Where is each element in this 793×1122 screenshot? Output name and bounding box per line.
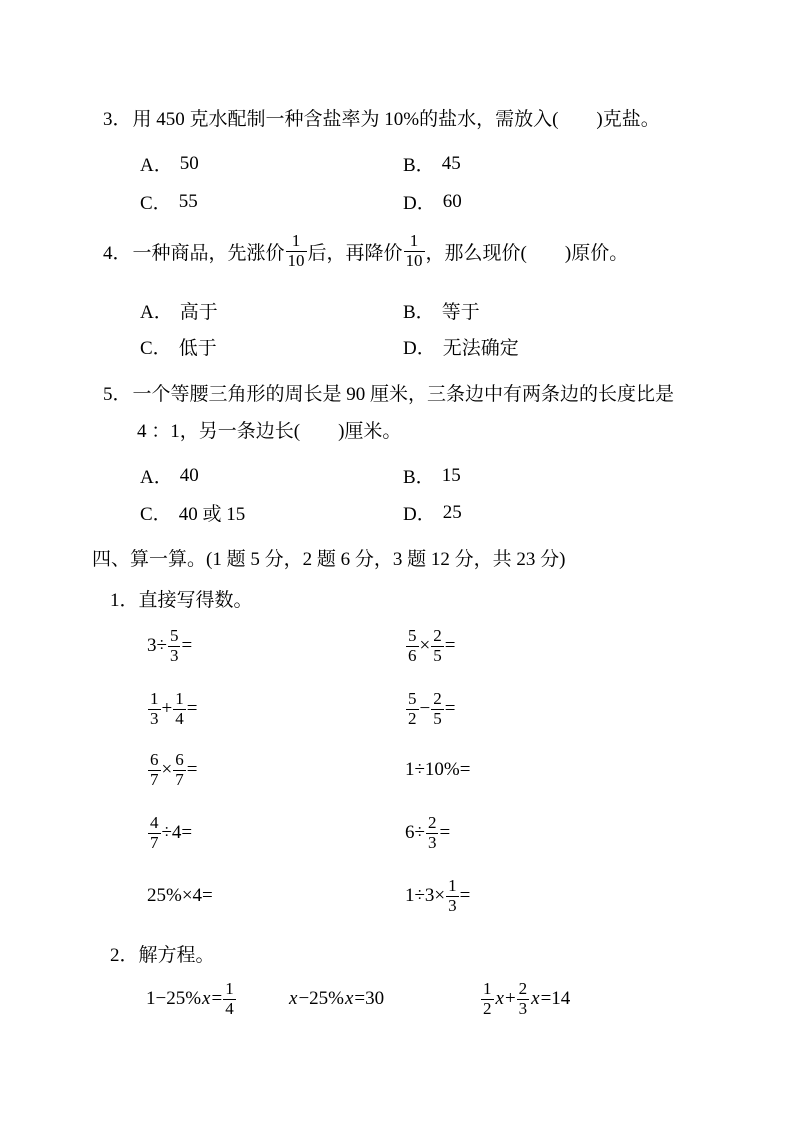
option-label: D． [403,193,436,214]
option-label: B． [403,467,435,488]
fraction [148,690,161,727]
equation-3 [480,975,570,1023]
option-label: B． [403,302,435,323]
calc-row-5-left [147,873,213,919]
subitem-1-title: 1．直接写得数。 [110,590,253,611]
calc-row-2-left [147,686,197,732]
fraction [517,980,530,1017]
question-3-option-c [140,188,198,215]
math-text: ，那么现价( )原价。 [425,242,629,264]
fraction-denominator: 7 [175,769,184,789]
question-4-number: 4． [103,242,132,264]
question-5-number: 5． [103,384,132,405]
fraction-denominator: 4 [225,998,234,1018]
math-text: = [186,698,198,719]
fraction [481,980,494,1017]
fraction-numerator: 1 [175,689,184,709]
question-3-text [133,104,660,131]
fraction-numerator: 2 [427,813,437,833]
question-4-option-b [403,297,480,324]
option-value: 45 [441,152,461,174]
fraction-numerator: 1 [404,232,425,251]
math-variable: x [531,988,540,1009]
math-text: 用 450 克水配制一种含盐率为 10%的盐水，需放入( )克盐。 [132,109,660,130]
fraction [406,627,419,664]
math-text: 1÷3× [405,885,446,906]
option-value: 25 [442,501,462,523]
fraction [426,814,439,851]
calc-row-1-right [405,623,455,669]
fraction-numerator: 6 [175,750,184,770]
option-label: C． [140,193,172,214]
fraction-numerator: 5 [169,626,179,646]
math-text: = [444,698,456,719]
fraction-numerator: 2 [433,689,442,709]
math-text: = [444,635,456,656]
question-4-option-a [140,297,218,324]
question-3-number: 3． [103,109,132,130]
calc-row-3-left [147,747,197,793]
fraction [173,751,186,788]
math-text: = [439,822,451,843]
math-text: = [181,635,193,656]
question-5-line2 [137,416,401,443]
fraction [431,690,444,727]
question-5-text-line2 [137,416,401,443]
fraction-numerator: 5 [408,626,417,646]
question-3-line [103,104,660,131]
fraction [431,627,444,664]
fraction [168,627,181,664]
option-label: A． [140,155,173,176]
math-text: 1÷10%= [405,759,471,780]
question-3-option-d [403,188,462,215]
fraction [223,980,236,1017]
fraction [148,814,161,851]
math-text: =14 [540,988,571,1009]
math-text: 25%×4= [147,885,213,906]
calc-row-2-right [405,686,455,732]
fraction-denominator: 2 [408,708,417,728]
math-text: − [419,698,431,719]
question-3-option-a [140,150,199,177]
option-label: B． [403,155,435,176]
math-text: ÷4= [161,822,193,843]
calc-row-5-right [405,873,470,919]
option-value: 低于 [178,338,217,359]
question-5-text-line1 [133,379,675,406]
math-text: 6÷ [405,822,425,843]
option-value: 等于 [441,302,480,323]
math-text: × [419,635,431,656]
calc-row-4-left [147,810,192,856]
fraction-numerator: 1 [150,689,159,709]
math-text: 后，再降价 [307,242,403,264]
question-5-option-a [140,462,199,489]
question-4-text [133,232,629,269]
math-text: 3÷ [147,635,167,656]
option-label: A． [140,467,173,488]
fraction-denominator: 5 [433,645,442,665]
question-5-option-d [403,499,462,526]
option-label: C． [140,504,172,525]
math-text: 4 ：1，另一条边长( )厘米。 [137,421,402,442]
option-value: 无法确定 [442,338,519,359]
fraction-denominator: 3 [169,645,179,665]
section-4-title: 四、算一算。(1 题 5 分，2 题 6 分，3 题 12 分，共 23 分) [92,549,566,570]
math-text: + [504,988,516,1009]
question-5-line1 [103,379,674,406]
math-text: 一个等腰三角形的周长是 90 厘米，三条边中有两条边的长度比是 [132,384,675,405]
fraction-numerator: 5 [408,689,417,709]
subitem-2-title: 2．解方程。 [110,945,215,966]
fraction [286,232,307,269]
question-4-line [103,227,628,275]
calc-row-4-right [405,810,450,856]
calc-row-1-left [147,623,192,669]
math-text: 1−25% [146,988,202,1009]
question-4-option-c [140,333,217,360]
fraction-denominator: 3 [150,708,159,728]
option-value: 60 [442,190,462,212]
math-text: 一种商品，先涨价 [132,242,285,264]
math-text: × [161,759,173,780]
option-value: 高于 [179,302,218,323]
question-3-option-b [403,150,461,177]
fraction-numerator: 1 [448,876,457,896]
fraction [148,751,161,788]
math-text: =30 [354,988,385,1009]
fraction [406,690,419,727]
option-value: 40 或 15 [178,504,246,525]
fraction-denominator: 7 [150,832,159,852]
fraction-denominator: 5 [433,708,442,728]
fraction-denominator: 4 [175,708,184,728]
math-variable: x [495,988,504,1009]
fraction-denominator: 3 [448,895,457,915]
fraction-numerator: 4 [150,813,159,833]
fraction-denominator: 2 [483,998,492,1018]
fraction [173,690,186,727]
option-value: 50 [179,152,199,174]
fraction-denominator: 3 [427,832,437,852]
math-variable: x [344,988,354,1009]
equation-1 [146,975,237,1023]
math-text: = [186,759,198,780]
option-label: A． [140,302,173,323]
fraction-numerator: 1 [286,232,307,251]
math-text: −25% [298,988,344,1009]
fraction-numerator: 6 [150,750,159,770]
math-text: + [161,698,173,719]
question-4-option-d [403,333,519,360]
option-value: 55 [178,190,198,212]
fraction-numerator: 2 [433,626,442,646]
option-label: C． [140,338,172,359]
fraction-denominator: 3 [518,998,528,1018]
fraction [446,877,459,914]
math-text: = [459,885,471,906]
fraction [404,232,425,269]
question-5-option-c [140,499,245,526]
question-5-option-b [403,462,461,489]
fraction-denominator: 10 [405,250,423,270]
fraction-numerator: 2 [518,979,528,999]
fraction-denominator: 6 [408,645,417,665]
fraction-numerator: 1 [483,979,492,999]
calc-row-3-right [405,747,470,793]
fraction-denominator: 10 [287,250,305,270]
fraction-numerator: 1 [225,979,234,999]
option-value: 15 [441,464,461,486]
math-text: = [211,988,223,1009]
math-variable: x [202,988,211,1009]
equation-2 [288,975,384,1023]
math-variable: x [289,988,298,1009]
option-label: D． [403,338,436,359]
option-value: 40 [179,464,199,486]
fraction-denominator: 7 [150,769,159,789]
option-label: D． [403,504,436,525]
